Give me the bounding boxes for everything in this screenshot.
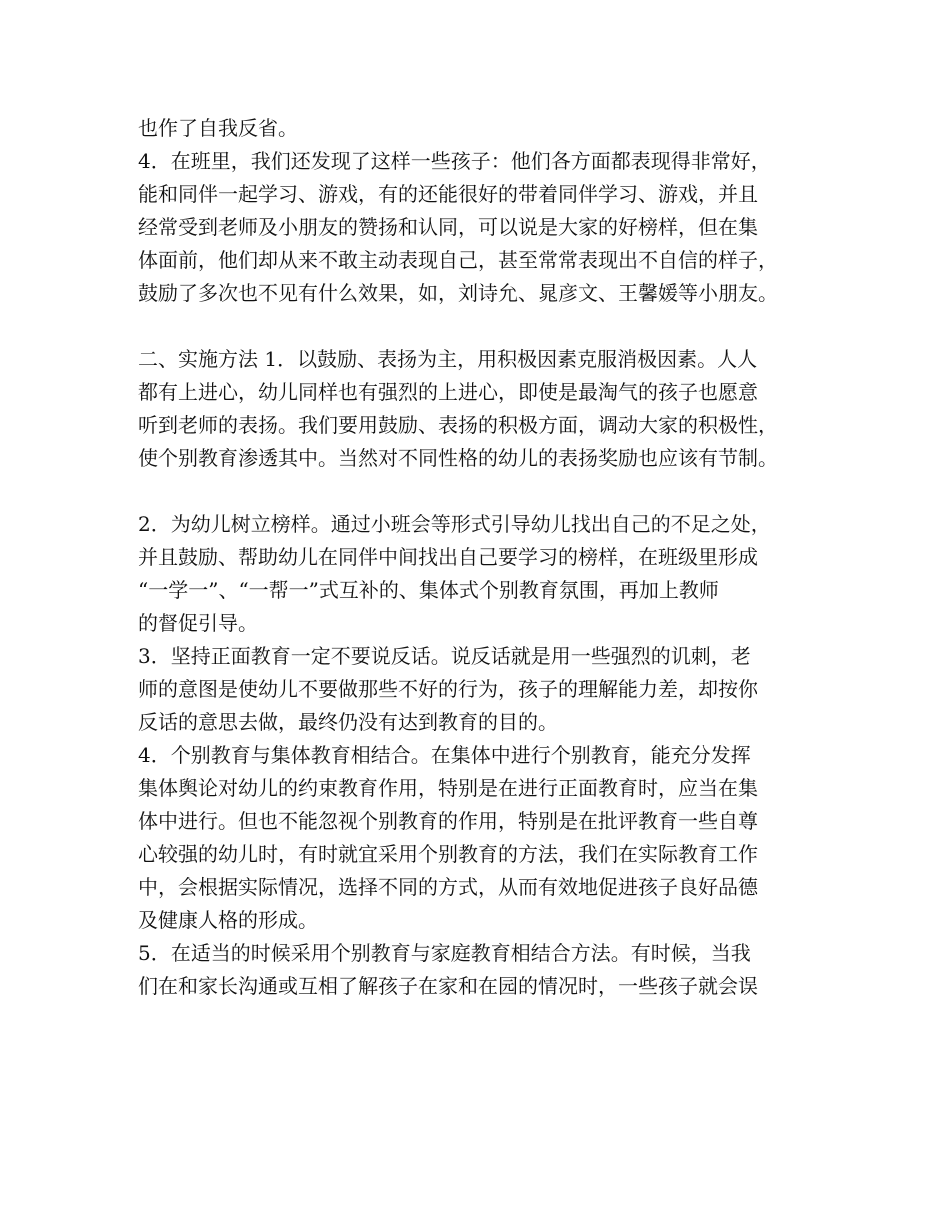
text-line: 能和同伴一起学习、游戏，有的还能很好的带着同伴学习、游戏，并且 xyxy=(138,182,758,206)
text-line: 都有上进心，幼儿同样也有强烈的上进心，即使是最淘气的孩子也愿意 xyxy=(138,380,758,404)
text-line: 也作了自我反省。 xyxy=(138,116,298,140)
text-line: 师的意图是使幼儿不要做那些不好的行为，孩子的理解能力差，却按你 xyxy=(138,677,758,701)
text-line: 听到老师的表扬。我们要用鼓励、表扬的积极方面，调动大家的积极性， xyxy=(138,413,778,437)
document-page xyxy=(138,112,828,1003)
paragraph-gap xyxy=(138,475,828,508)
text-line: 反话的意思去做，最终仍没有达到教育的目的。 xyxy=(138,710,558,734)
text-line: 的督促引导。 xyxy=(138,611,258,635)
text-line: 中，会根据实际情况，选择不同的方式，从而有效地促进孩子良好品德 xyxy=(138,875,758,899)
text-line: 鼓励了多次也不见有什么效果，如，刘诗允、晁彦文、王馨媛等小朋友。 xyxy=(138,281,778,305)
text-line: 4．个别教育与集体教育相结合。在集体中进行个别教育，能充分发挥 xyxy=(138,743,751,767)
text-line: 使个别教育渗透其中。当然对不同性格的幼儿的表扬奖励也应该有节制。 xyxy=(138,446,778,470)
text-line: 及健康人格的形成。 xyxy=(138,908,318,932)
text-line: 并且鼓励、帮助幼儿在同伴中间找出自己要学习的榜样，在班级里形成 xyxy=(138,545,758,569)
text-line: 4．在班里，我们还发现了这样一些孩子：他们各方面都表现得非常好， xyxy=(138,149,771,173)
text-line: 3．坚持正面教育一定不要说反话。说反话就是用一些强烈的讥刺，老 xyxy=(138,644,751,668)
text-line: “一学一”、“一帮一”式互补的、集体式个别教育氛围，再加上教师 xyxy=(138,578,719,602)
text-line: 二、实施方法 1．以鼓励、表扬为主，用积极因素克服消极因素。人人 xyxy=(138,347,758,371)
text-line: 们在和家长沟通或互相了解孩子在家和在园的情况时，一些孩子就会误 xyxy=(138,974,758,998)
text-line: 5．在适当的时候采用个别教育与家庭教育相结合方法。有时候，当我 xyxy=(138,941,751,965)
text-line: 体中进行。但也不能忽视个别教育的作用，特别是在批评教育一些自尊 xyxy=(138,809,758,833)
text-line: 心较强的幼儿时，有时就宜采用个别教育的方法，我们在实际教育工作 xyxy=(138,842,758,866)
text-line: 体面前，他们却从来不敢主动表现自己，甚至常常表现出不自信的样子， xyxy=(138,248,778,272)
paragraph-gap xyxy=(138,310,828,343)
text-line: 集体舆论对幼儿的约束教育作用，特别是在进行正面教育时，应当在集 xyxy=(138,776,758,800)
text-line: 2．为幼儿树立榜样。通过小班会等形式引导幼儿找出自己的不足之处， xyxy=(138,512,771,536)
text-line: 经常受到老师及小朋友的赞扬和认同，可以说是大家的好榜样，但在集 xyxy=(138,215,758,239)
